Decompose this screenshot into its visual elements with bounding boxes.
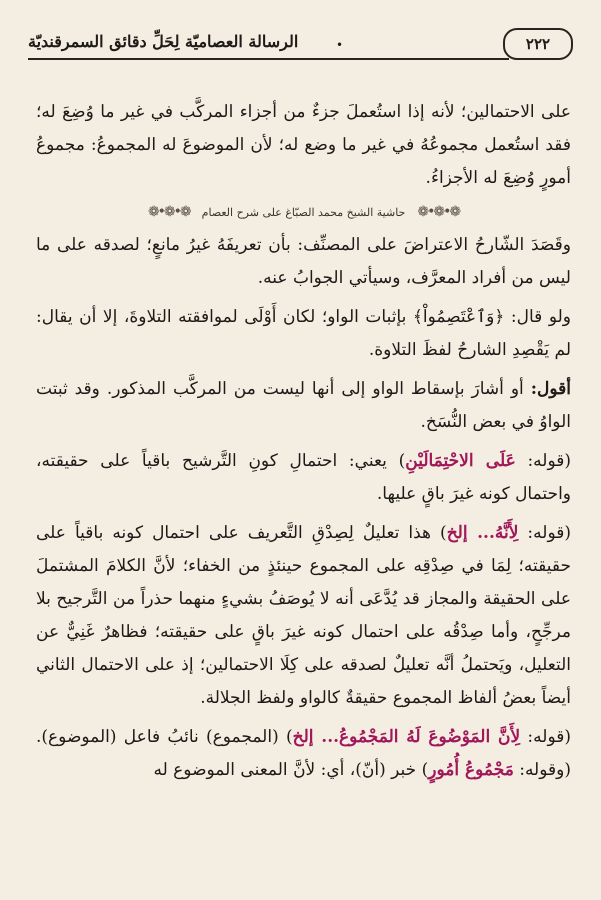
running-title: الرسالة العصاميّة لِحَلِّ دقائق السمرقنديّة bbox=[28, 32, 299, 51]
paragraph-6 bbox=[36, 517, 571, 715]
paragraph-6-text: هذا تعليلٌ لِصِدْقِ التَّعريف على احتمال كونه باقياً على حقيقته؛ لِمَا في صِدْقِه على المجموع حينئذٍ من الخفاء؛ لأنَّ الكلامَ المشتملَ على الحقيقة والمجاز قد يُدَّعَى أنه لا يُوصَفُ بشيءٍ منهما حذراً من التَّرجيح بلا مرجِّحٍ، وأما صِدْقُه على احتمال كونه غيرَ باقٍ على حقيقته؛ فظاهرٌ غَنِيٌّ عن التعليل، ويَحتملُ أنَّه تعليلٌ لصدقه على كِلَا الاحتمالين؛ إذ على الاحتمال الثاني أيضاً بعضُ ألفاظ المجموع حقيقةٌ كالواو ولفظ الجلالة. bbox=[36, 523, 571, 708]
paragraph-7 bbox=[36, 721, 571, 787]
quoted-phrase-2: مَجْمُوعُ أُمُورٍ bbox=[428, 760, 514, 780]
aqulu-label: أقول: bbox=[530, 379, 571, 399]
quoted-phrase: عَلَى الاحْتِمَالَيْنِ bbox=[405, 451, 516, 471]
paragraph-7-text-1: (المجموع) نائبُ فاعل (الموضوع). (وقوله: bbox=[36, 727, 571, 780]
qawluh-close: ) bbox=[398, 451, 406, 471]
main-text bbox=[36, 96, 571, 793]
qawluh-open: (قوله: bbox=[518, 523, 571, 543]
ornament-icon: ❁•❁•❁ bbox=[147, 203, 190, 220]
quoted-phrase: لِأَنَّهُ... إلخ bbox=[446, 523, 519, 543]
qawluh-open: (قوله: bbox=[520, 727, 571, 747]
qawluh-open: (قوله: bbox=[515, 451, 572, 471]
commentary-divider bbox=[36, 201, 571, 223]
page-number: ٢٢٢ bbox=[503, 28, 573, 60]
paragraph-3: ولو قال: ﴿وَٱعْتَصِمُواْ﴾ بإثبات الواو؛ لكان أَوْلَى لموافقته التلاوةَ، إلا أن يقال: لم يَقْصِدِ الشارحُ لفظَ التلاوة. bbox=[36, 307, 571, 360]
paragraph-5-text: يعني: احتمالِ كونِ التَّرشيح باقياً على حقيقته، واحتمال كونه غيرَ باقٍ عليها. bbox=[36, 451, 571, 504]
paragraph-4 bbox=[36, 373, 571, 439]
paragraph-1: على الاحتمالين؛ لأنه إذا استُعملَ جزءٌ من أجزاء المركَّب في غير ما وُضِعَ له؛ فقد استُعمل مجموعُهُ في غير ما وضع له؛ لأن الموضوعَ له المجموعُ: مجموعُ أمورٍ وُضِعَ له الأجزاءُ. bbox=[36, 102, 571, 188]
qawluh-close: ) bbox=[440, 523, 447, 543]
qawluh-close: ) bbox=[285, 727, 293, 747]
paragraph-2: وقَصَدَ الشّارحُ الاعتراضَ على المصنِّف: بأن تعريفَهُ غيرُ مانعٍ؛ لصدقه على ما ليس من أفراد المعرَّف، وسيأتي الجوابُ عنه. bbox=[36, 235, 571, 288]
ornament-icon: ❁•❁•❁ bbox=[417, 203, 460, 220]
quoted-phrase: لِأَنَّ المَوْضُوعَ لَهُ المَجْمُوعُ... إلخ bbox=[292, 727, 521, 747]
paragraph-7-text-2: ) خبر (أنّ)، أي: لأنَّ المعنى الموضوع له bbox=[153, 760, 429, 780]
page-header bbox=[28, 26, 573, 62]
paragraph-4-text: أو أشارَ بإسقاط الواو إلى أنها ليست من المركَّب المذكور. وقد ثبتت الواوُ في بعض النُّسَخ. bbox=[36, 379, 571, 432]
header-dot: • bbox=[336, 38, 344, 52]
divider-label: حاشية الشيخ محمد الصبّاغ على شرح العصام bbox=[201, 205, 406, 219]
paragraph-5 bbox=[36, 445, 571, 511]
header-rule bbox=[28, 58, 509, 60]
